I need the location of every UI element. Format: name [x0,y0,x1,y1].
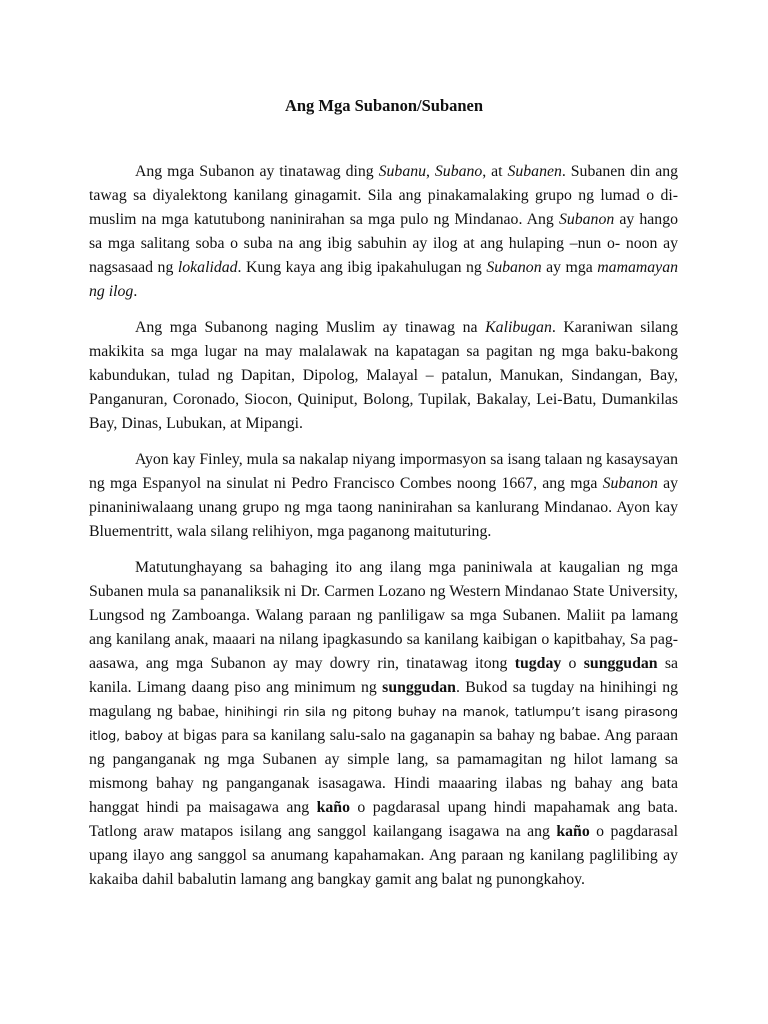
text-run: ay pinaniniwalaang unang grupo ng mga taong naninirahan sa kanlurang Mindanao. Ayon kay Bluementritt, wala silang relihiyon, mga paganong maituturing. [89,475,678,540]
text-run: Matutunghayang sa bahaging ito ang ilang mga paniniwala at kaugalian ng mga Subanen mula sa pananaliksik ni Dr. Carmen Lozano ng Western Mindanao State University, Lungsod ng Zamboanga. Walang paraan ng panliligaw sa mga Subanen. Maliit pa lamang ang kanilang anak, maaari na nilang ipagkasundo sa kanilang kaibigan o kapitbahay, Sa pag- aasawa, ang mga Subanon ay may dowry rin, tinatawag itong [89,559,678,672]
text-run: . Subanen din ang tawag sa diyalektong kanilang ginagamit. Sila ang pinakamalaking grupo ng lumad o di-muslim na mga katutubong naninirahan sa mga pulo ng Mindanao. Ang [89,163,678,228]
paragraph-4 [89,556,678,892]
text-run: at bigas para sa kanilang salu-salo na gaganapin sa bahay ng babae. Ang paraan ng panganganak ng mga Subanen ay simple lang, sa pamamagitan ng hilot lamang sa mismong bahay ng panganganak isasagawa. Hindi maaaring ilabas ng bahay ang bata hanggat hindi pa maisagawa ang [89,727,678,816]
bold-term: kaño [556,823,590,840]
italic-term: mamamayan ng ilog [89,259,678,300]
italic-term: Subanon [602,475,658,492]
text-run: Ang mga Subanon ay tinatawag ding [135,163,379,180]
text-run: o pagdarasal upang hindi mapahamak ang bata. Tatlong araw matapos isilang ang sanggol kailangang isagawa na ang [89,799,678,840]
italic-term: Subano [434,163,483,180]
italic-term: Subanu [378,163,427,180]
paragraph-2 [89,316,678,436]
document-body [89,160,678,904]
italic-term: Subanon [558,211,615,228]
text-run: . [133,283,138,300]
text-run: o [561,655,584,672]
page-title: Ang Mga Subanon/Subanen [284,96,484,115]
paragraph-1 [89,160,678,304]
bold-term: sunggudan [382,679,456,696]
italic-term: Kalibugan [485,319,552,336]
text-run: ay hango sa mga salitang soba o suba na ang ibig sabuhin ay ilog at ang hulaping –nun o- noon ay nagsasaad ng [89,211,678,276]
italic-term: Subanon [486,259,542,276]
paragraph-3 [89,448,678,544]
bold-term: kaño [316,799,350,816]
text-run: ay mga [541,259,598,276]
italic-term: lokalidad [177,259,238,276]
text-run: sa kanila. Limang daang piso ang minimum ng [89,655,679,696]
text-run: Ang mga Subanong naging Muslim ay tinawag na [135,319,486,336]
text-run: . Kung kaya ang ibig ipakahulugan ng [237,259,487,276]
bold-term: tugday [514,655,562,672]
text-run: Ayon kay Finley, mula sa nakalap niyang impormasyon sa isang talaan ng kasaysayan ng mga Espanyol na sinulat ni Pedro Francisco Combes noong 1667, ang mga [89,451,678,492]
text-run: , at [482,163,508,180]
bold-term: sunggudan [583,655,658,672]
text-run: . Bukod sa tugday na hinihingi ng magulang ng babae, [89,679,678,720]
text-run: o pagdarasal upang ilayo ang sanggol sa anumang kapahamakan. Ang paraan ng kanilang paglilibing ay kakaiba dahil babalutin lamang ang bangkay gamit ang balat ng punongkahoy. [89,823,678,888]
text-run: . Karaniwan silang makikita sa mga lugar na may malalawak na kapatagan sa pagitan ng mga baku-bakong kabundukan, tulad ng Dapitan, Dipolog, Malayal – patalun, Manukan, Sindangan, Bay, Panganuran, Coronado, Siocon, Quiniput, Bolong, Tupilak, Bakalay, Lei-Batu, Dumankilas Bay, Dinas, Lubukan, at Mipangi. [89,319,678,432]
text-run: , [426,163,435,180]
sans-serif-run: hinihingi rin sila ng pitong buhay na manok, tatlumpu’t isang pirasong itlog, baboy [89,704,679,743]
italic-term: Subanen [507,163,562,180]
